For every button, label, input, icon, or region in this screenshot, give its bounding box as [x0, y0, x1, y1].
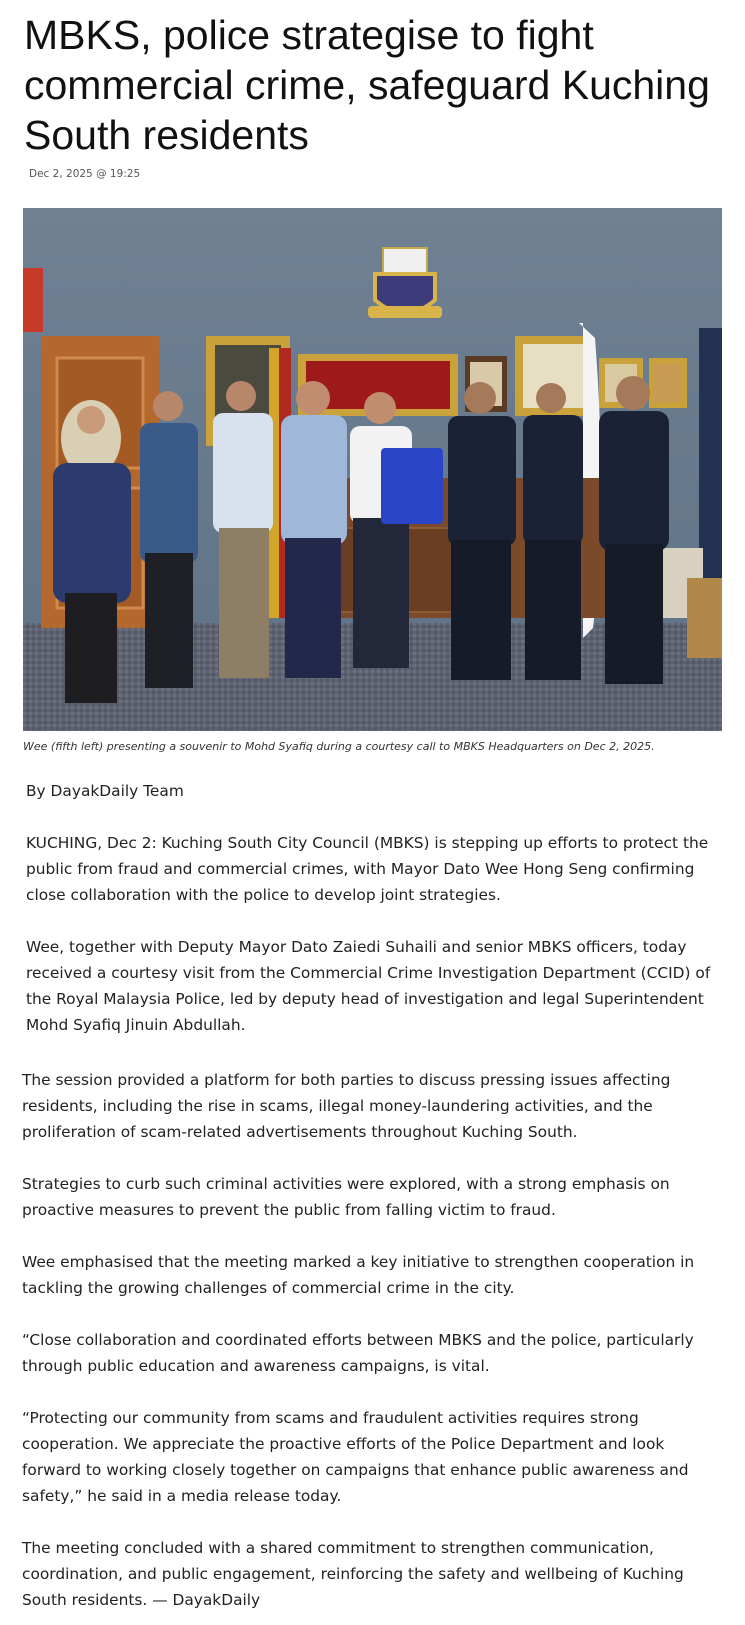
article-paragraph: “Close collaboration and coordinated efforts between MBKS and the police, particularly through public education and awareness campaigns, is vital.: [22, 1331, 694, 1375]
article-photo: [23, 208, 722, 731]
article-headline: MBKS, police strategise to fight commercial crime, safeguard Kuching South residents: [24, 12, 710, 158]
publish-date: Dec 2, 2025 @ 19:25: [29, 168, 141, 180]
article-paragraph: The meeting concluded with a shared commitment to strengthen communication, coordination, and public engagement, reinforcing the safety and wellbeing of Kuching South residents. — DayakDaily: [22, 1539, 684, 1609]
article-paragraph: The session provided a platform for both parties to discuss pressing issues affecting residents, including the rise in scams, illegal money-laundering activities, and the proliferation of scam-related advertisements throughout Kuching South.: [22, 1071, 671, 1141]
article-paragraph: Wee emphasised that the meeting marked a key initiative to strengthen cooperation in tackling the growing challenges of commercial crime in the city.: [22, 1253, 695, 1297]
byline: By DayakDaily Team: [26, 782, 184, 800]
photo-caption: Wee (fifth left) presenting a souvenir to Mohd Syafiq during a courtesy call to MBKS Headquarters on Dec 2, 2025.: [23, 740, 655, 753]
article-paragraph: KUCHING, Dec 2: Kuching South City Council (MBKS) is stepping up efforts to protect the public from fraud and commercial crimes, with Mayor Dato Wee Hong Seng confirming close collaboration with the police to develop joint strategies.: [26, 834, 709, 904]
article-paragraph: Wee, together with Deputy Mayor Dato Zaiedi Suhaili and senior MBKS officers, today received a courtesy visit from the Commercial Crime Investigation Department (CCID) of the Royal Malaysia Police, led by deputy head of investigation and legal Superintendent Mohd Syafiq Jinuin Abdullah.: [26, 938, 711, 1034]
article-paragraph: “Protecting our community from scams and fraudulent activities requires strong cooperation. We appreciate the proactive efforts of the Police Department and look forward to working closely together on campaigns that enhance public awareness and safety,” he said in a media release today.: [22, 1409, 689, 1505]
article-paragraph: Strategies to curb such criminal activities were explored, with a strong emphasis on proactive measures to prevent the public from falling victim to fraud.: [22, 1175, 670, 1219]
